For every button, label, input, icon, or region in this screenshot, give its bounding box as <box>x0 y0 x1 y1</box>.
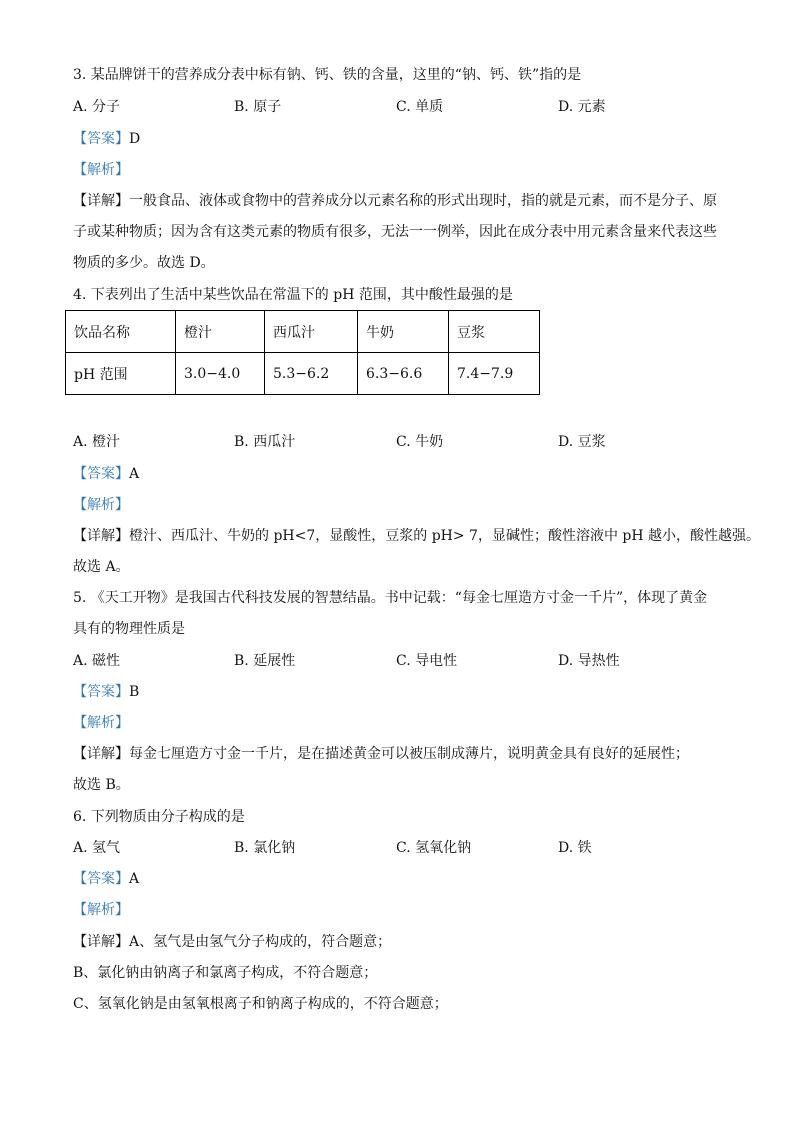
q4-detail-line <box>73 526 760 546</box>
q3-answer <box>73 129 140 149</box>
table-cell: 牛奶 <box>358 311 449 353</box>
q4-option-b: B. 西瓜汁 <box>234 434 296 450</box>
q6-detail-line <box>73 932 391 952</box>
table-cell: 6.3−6.6 <box>358 353 449 395</box>
q3-option-d: D. 元素 <box>558 99 606 115</box>
q6-option-b: B. 氯化钠 <box>234 840 296 856</box>
q5-answer <box>73 682 139 702</box>
answer-tag: 【答案】 <box>73 466 129 482</box>
answer-value: B <box>129 684 140 700</box>
q6-detail-line: B、氯化钠由钠离子和氯离子构成，不符合题意； <box>73 965 378 981</box>
q6-option-d: D. 铁 <box>558 840 592 856</box>
q4-option-c: C. 牛奶 <box>396 434 444 450</box>
q5-analysis <box>73 713 129 733</box>
q6-stem: 6. 下列物质由分子构成的是 <box>73 809 245 825</box>
q3-option-a: A. 分子 <box>73 99 121 115</box>
detail-tag: 【详解】 <box>73 934 129 950</box>
table-cell: 饮品名称 <box>66 311 176 353</box>
table-cell: 豆浆 <box>449 311 540 353</box>
detail-text: 每金七厘造方寸金一千片，是在描述黄金可以被压制成薄片，说明黄金具有良好的延展性； <box>129 746 689 762</box>
q4-analysis <box>73 495 129 515</box>
detail-tag: 【详解】 <box>73 528 129 544</box>
q6-option-a: A. 氢气 <box>73 840 121 856</box>
q3-option-b: B. 原子 <box>234 99 282 115</box>
detail-text: A、氢气是由氢气分子构成的，符合题意； <box>129 934 392 950</box>
q5-option-c: C. 导电性 <box>396 653 458 669</box>
detail-text: 橙汁、西瓜汁、牛奶的 pH<7，显酸性，豆浆的 pH> 7，显碱性；酸性溶液中 pH 越小，酸性越强。 <box>129 528 761 544</box>
table-cell: 5.3−6.2 <box>265 353 358 395</box>
q3-detail-line <box>73 191 717 211</box>
answer-value: A <box>129 466 140 482</box>
q5-option-b: B. 延展性 <box>234 653 296 669</box>
table-row <box>66 353 540 395</box>
q5-option-a: A. 磁性 <box>73 653 121 669</box>
q3-detail-line: 物质的多少。故选 D。 <box>73 255 215 271</box>
table-row <box>66 311 540 353</box>
analysis-tag: 【解析】 <box>73 162 129 178</box>
q3-option-c: C. 单质 <box>396 99 444 115</box>
q5-stem: 5. 《天工开物》是我国古代科技发展的智慧结晶。书中记载：“每金七厘造方寸金一千片”，体现了黄金 <box>73 590 708 606</box>
table-cell: 橙汁 <box>176 311 265 353</box>
q5-option-d: D. 导热性 <box>558 653 620 669</box>
table-cell: 西瓜汁 <box>265 311 358 353</box>
q5-stem: 具有的物理性质是 <box>73 621 185 637</box>
q4-option-d: D. 豆浆 <box>558 434 606 450</box>
table-cell: 7.4−7.9 <box>449 353 540 395</box>
q3-analysis <box>73 160 129 180</box>
q4-stem: 4. 下表列出了生活中某些饮品在常温下的 pH 范围，其中酸性最强的是 <box>73 287 513 303</box>
detail-text: 一般食品、液体或食物中的营养成分以元素名称的形式出现时，指的就是元素，而不是分子、原 <box>129 193 717 209</box>
table-cell: pH 范围 <box>66 353 176 395</box>
q5-detail-line <box>73 744 689 764</box>
ph-table <box>65 310 540 395</box>
q3-detail-line: 子或某种物质；因为含有这类元素的物质有很多，无法一一例举，因此在成分表中用元素含量来代表这些 <box>73 224 717 240</box>
q3-stem: 3. 某品牌饼干的营养成分表中标有钠、钙、铁的含量，这里的“钠、钙、铁”指的是 <box>73 67 582 83</box>
q4-answer <box>73 464 139 484</box>
answer-value: D <box>129 131 141 147</box>
q5-detail-line: 故选 B。 <box>73 777 130 793</box>
q6-analysis <box>73 900 129 920</box>
analysis-tag: 【解析】 <box>73 715 129 731</box>
table-cell: 3.0−4.0 <box>176 353 265 395</box>
answer-tag: 【答案】 <box>73 871 129 887</box>
analysis-tag: 【解析】 <box>73 902 129 918</box>
answer-tag: 【答案】 <box>73 684 129 700</box>
q6-answer <box>73 869 139 889</box>
q4-detail-line: 故选 A。 <box>73 559 130 575</box>
detail-tag: 【详解】 <box>73 746 129 762</box>
detail-tag: 【详解】 <box>73 193 129 209</box>
answer-tag: 【答案】 <box>73 131 129 147</box>
analysis-tag: 【解析】 <box>73 497 129 513</box>
q6-detail-line: C、氢氧化钠是由氢氧根离子和钠离子构成的，不符合题意； <box>73 996 448 1012</box>
q4-option-a: A. 橙汁 <box>73 434 121 450</box>
q6-option-c: C. 氢氧化钠 <box>396 840 472 856</box>
answer-value: A <box>129 871 140 887</box>
